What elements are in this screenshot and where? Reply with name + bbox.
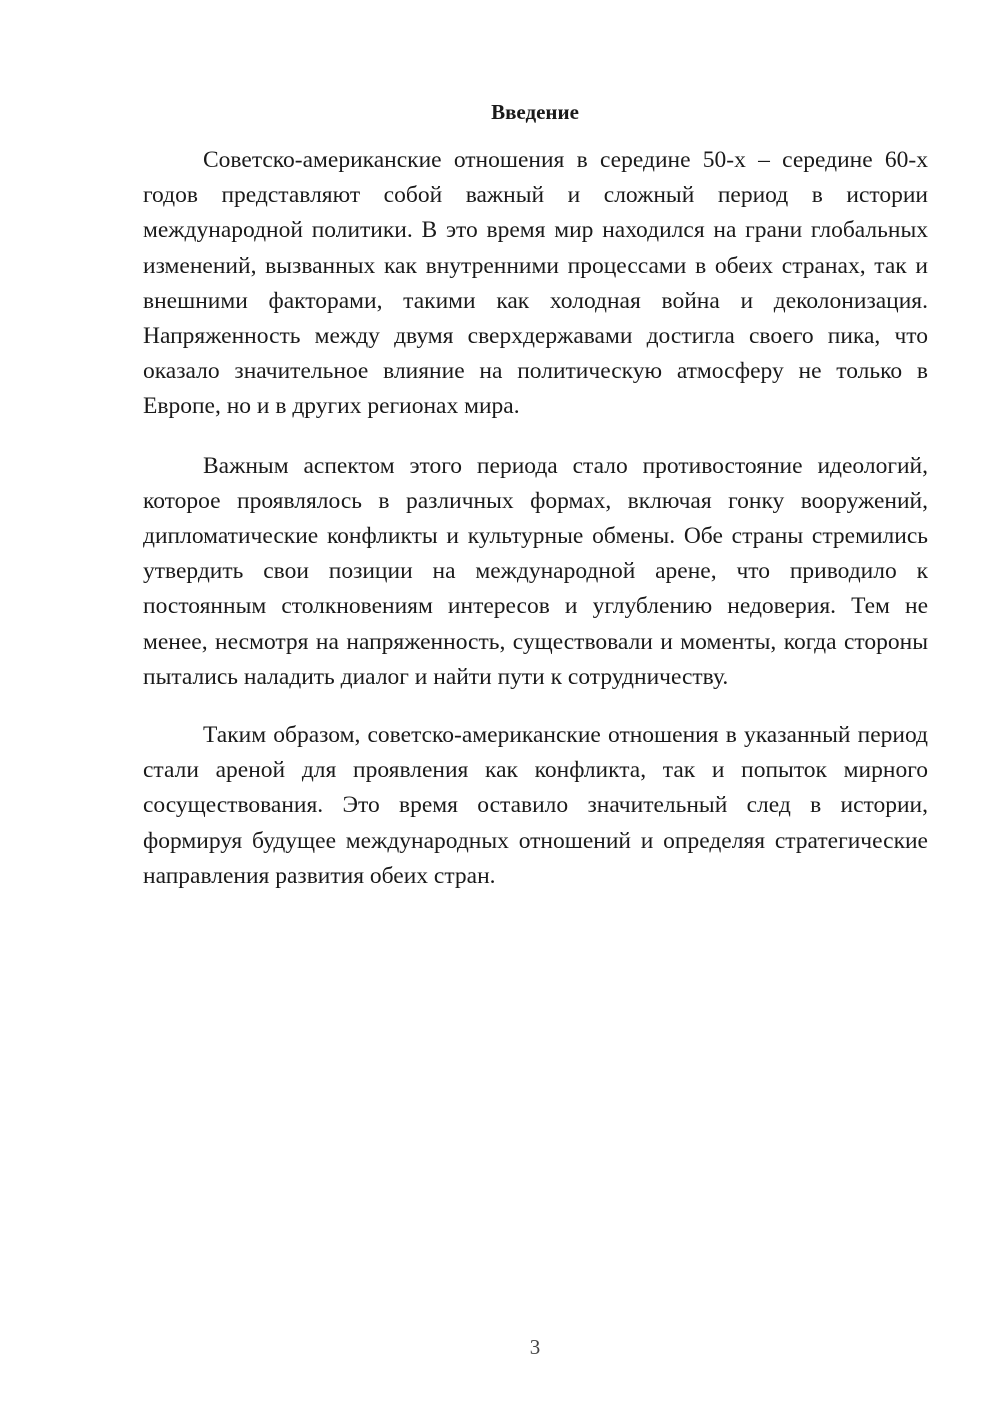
paragraph-2: Важным аспектом этого периода стало противостояние идеологий, которое проявлялось в различных формах, включая гонку вооружений, дипломатические конфликты и культурные обмены. Обе страны стремились утвердить свои позиции на международной арене, что приводило к постоянным столкновениям интересов и углублению недоверия. Тем не менее, несмотря на напряженность, существовали и моменты, когда стороны пытались наладить диалог и найти пути к сотрудничеству. bbox=[143, 452, 928, 690]
section-heading: Введение bbox=[491, 100, 579, 124]
body-text bbox=[143, 143, 928, 917]
paragraph-1: Советско-американские отношения в середине 50-х – середине 60-х годов представляют собой важный и сложный период в истории международной политики. В это время мир находился на грани глобальных изменений, вызванных как внутренними процессами в обеих странах, так и внешними факторами, такими как холодная война и деколонизация. Напряженность между двумя сверхдержавами достигла своего пика, что оказало значительное влияние на политическую атмосферу не только в Европе, но и в других регионах мира. bbox=[143, 147, 928, 420]
paragraph-3: Таким образом, советско-американские отношения в указанный период стали ареной для проявления как конфликта, так и попыток мирного сосуществования. Это время оставило значительный след в истории, формируя будущее международных отношений и определяя стратегические направления развития обеих стран. bbox=[143, 722, 928, 889]
page-number: 3 bbox=[529, 1335, 541, 1359]
